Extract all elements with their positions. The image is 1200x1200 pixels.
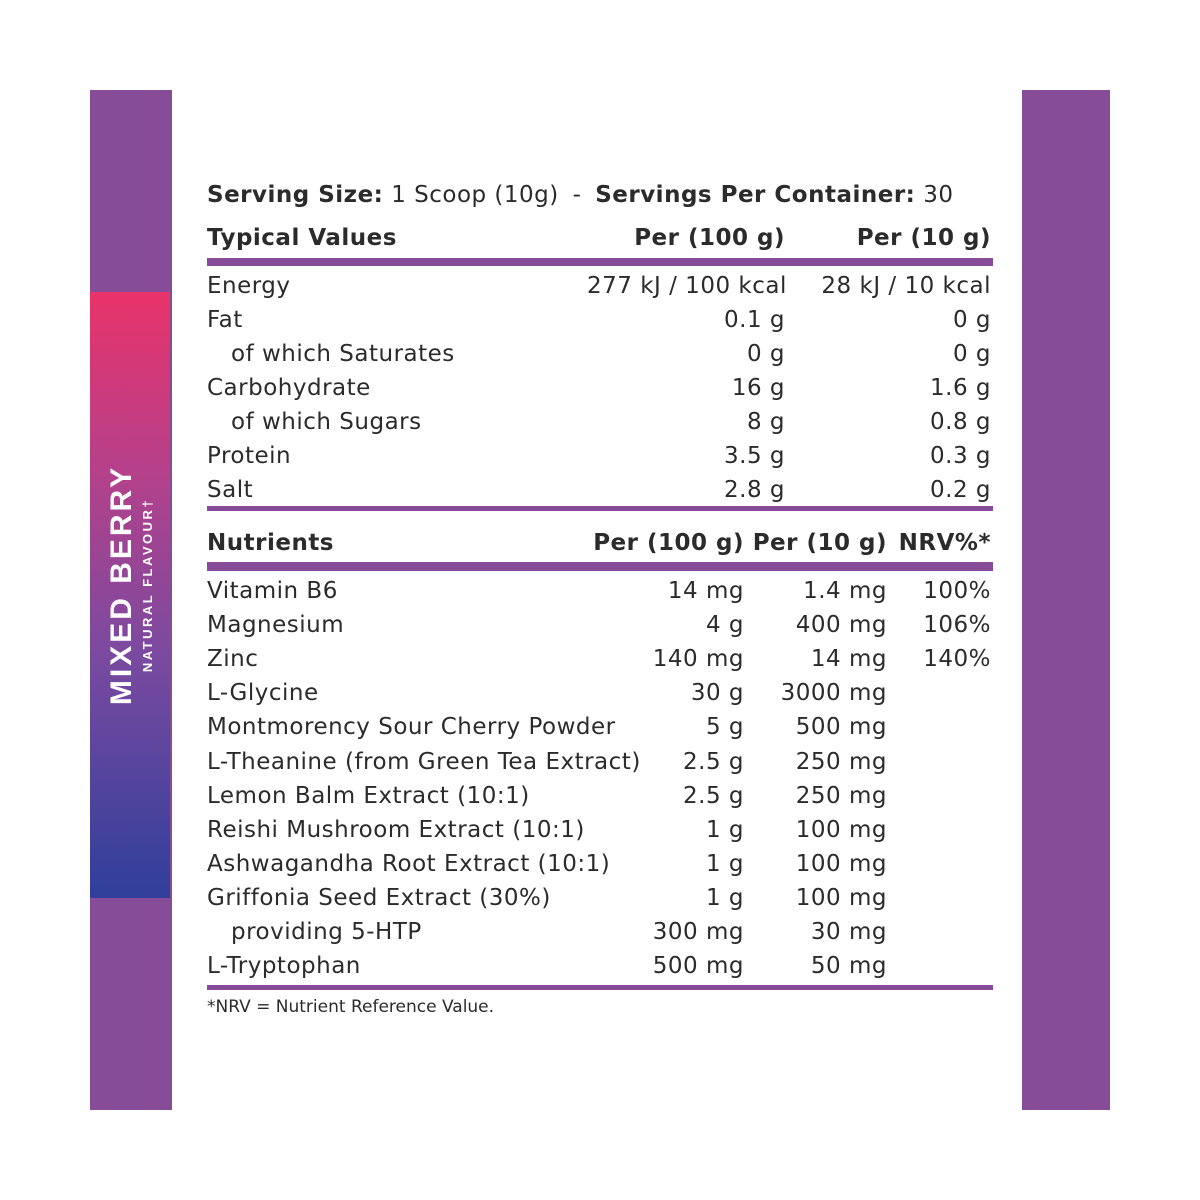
nutrient-row-name: Magnesium: [207, 612, 345, 639]
nutrient-row-per100: 300 mg: [652, 919, 744, 945]
typical-row-name: Salt: [207, 477, 254, 503]
typical-row-per10: 0 g: [952, 341, 991, 367]
nutrient-row-per10: 1.4 mg: [803, 578, 887, 604]
nutrient-row-per100: 1 g: [705, 816, 744, 843]
nutrient-row-name: Zinc: [207, 646, 259, 673]
nutrient-row-per10: 250 mg: [795, 748, 887, 775]
nutrient-row-per10: 100 mg: [795, 816, 887, 843]
nutrient-row-per100: 30 g: [690, 680, 744, 707]
right-purple-band: [1022, 90, 1110, 1110]
servings-per-container-value: 30: [923, 182, 954, 208]
nutrients-header-name: Nutrients: [207, 530, 335, 556]
typical-row-per100: 8 g: [746, 409, 785, 435]
typical-header-rule: [207, 258, 993, 266]
nutrient-row-per10: 100 mg: [795, 884, 887, 911]
typical-header-per100: Per (100 g): [634, 225, 785, 251]
nutrient-row-nrv: 140%: [923, 646, 991, 673]
nutrient-row-per10: 250 mg: [795, 782, 887, 809]
typical-row-per10: 0.8 g: [930, 409, 991, 435]
typical-row-name: Energy: [207, 273, 291, 299]
nutrient-row-per100: 2.5 g: [683, 748, 744, 775]
nutrients-bottom-rule: [207, 985, 993, 990]
nrv-footnote: *NRV = Nutrient Reference Value.: [207, 997, 495, 1017]
typical-row-name: Protein: [207, 443, 292, 469]
serving-separator: -: [572, 182, 582, 208]
typical-row-name: of which Saturates: [231, 341, 455, 367]
nutrient-row-name: L-Tryptophan: [207, 953, 361, 980]
nutrient-row-per100: 1 g: [705, 884, 744, 911]
typical-row-per100: 3.5 g: [724, 443, 785, 469]
nutrient-row-name: Montmorency Sour Cherry Powder: [207, 714, 616, 741]
nutrient-row-per100: 14 mg: [667, 578, 744, 604]
servings-per-container-label: Servings Per Container:: [595, 182, 916, 208]
typical-row-per100: 0.1 g: [724, 307, 785, 333]
nutrient-row-per100: 2.5 g: [683, 782, 744, 809]
nutrients-header-rule: [207, 562, 993, 571]
flavour-name: MIXED BERRY: [105, 464, 138, 706]
nutrient-row-per100: 1 g: [705, 850, 744, 877]
nutrient-row-per100: 4 g: [705, 612, 744, 639]
nutrient-row-name: Griffonia Seed Extract (30%): [207, 884, 551, 911]
nutrient-row-name: Ashwagandha Root Extract (10:1): [207, 850, 611, 877]
nutrient-row-per100: 500 mg: [652, 953, 744, 980]
nutrient-row-per10: 500 mg: [795, 714, 887, 741]
nutrient-row-per10: 100 mg: [795, 850, 887, 877]
nutrient-row-per10: 30 mg: [810, 919, 887, 945]
flavour-subtitle: NATURAL FLAVOUR†: [140, 497, 155, 673]
typical-header-per10: Per (10 g): [856, 225, 991, 251]
nutrient-row-per10: 3000 mg: [780, 680, 887, 707]
nutrients-header-per100: Per (100 g): [593, 530, 744, 556]
nutrient-row-name: Lemon Balm Extract (10:1): [207, 782, 530, 809]
typical-header-name: Typical Values: [207, 225, 397, 251]
typical-row-per100: 277 kJ / 100 kcal: [587, 273, 787, 299]
typical-bottom-rule: [207, 506, 993, 511]
nutrient-row-per10: 14 mg: [810, 646, 887, 673]
typical-row-per10: 28 kJ / 10 kcal: [821, 273, 991, 299]
serving-line: [207, 181, 953, 209]
typical-row-per10: 0 g: [952, 307, 991, 333]
typical-row-name: Carbohydrate: [207, 375, 371, 401]
nutrient-row-name: Vitamin B6: [207, 578, 338, 604]
serving-size-value: 1 Scoop (10g): [391, 182, 559, 208]
nutrients-header-nrv: NRV%*: [898, 530, 991, 556]
nutrient-row-name: L-Theanine (from Green Tea Extract): [207, 748, 641, 775]
nutrient-row-per100: 5 g: [705, 714, 744, 741]
typical-row-per10: 1.6 g: [930, 375, 991, 401]
typical-row-per100: 2.8 g: [724, 477, 785, 503]
nutrient-row-name: providing 5-HTP: [231, 919, 422, 945]
typical-row-per10: 0.3 g: [930, 443, 991, 469]
typical-row-per100: 16 g: [731, 375, 785, 401]
nutrient-row-nrv: 106%: [923, 612, 991, 639]
nutrient-row-name: L-Glycine: [207, 680, 319, 707]
nutrients-header-per10: Per (10 g): [752, 530, 887, 556]
nutrient-row-per10: 400 mg: [795, 612, 887, 639]
serving-size-label: Serving Size:: [207, 182, 384, 208]
typical-row-per10: 0.2 g: [930, 477, 991, 503]
nutrient-row-per10: 50 mg: [810, 953, 887, 980]
typical-row-name: of which Sugars: [231, 409, 422, 435]
nutrient-row-name: Reishi Mushroom Extract (10:1): [207, 816, 585, 843]
typical-row-per100: 0 g: [746, 341, 785, 367]
nutrient-row-per100: 140 mg: [652, 646, 744, 673]
nutrient-row-nrv: 100%: [923, 578, 991, 604]
typical-row-name: Fat: [207, 307, 243, 333]
